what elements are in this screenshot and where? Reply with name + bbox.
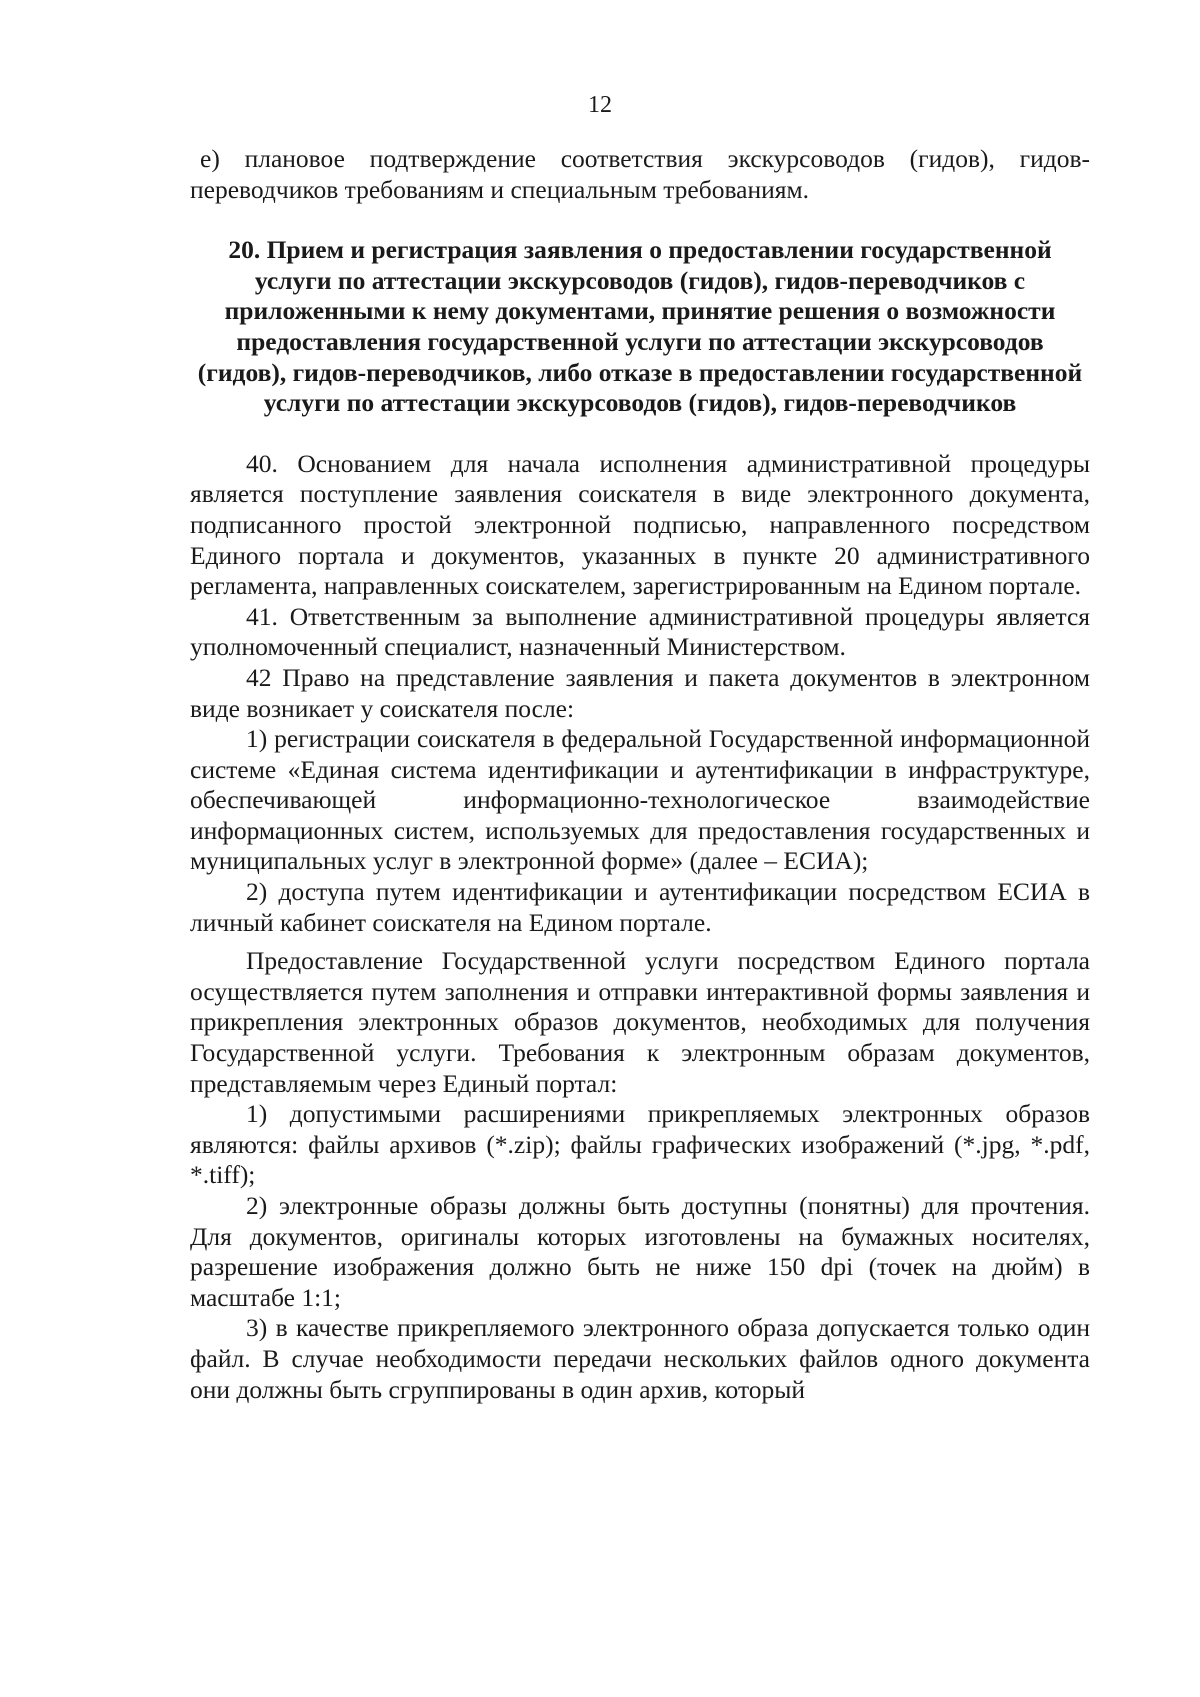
- section-heading: 20. Прием и регистрация заявления о предоставлении государственной услуги по аттестации экскурсоводов (гидов), гидов-переводчиков с приложенными к нему документами, принятие решения о возможности предоставления государственной услуги по аттестации экскурсоводов (гидов), гидов-переводчиков, либо отказе в предоставлении государственной услуги по аттестации экскурсоводов (гидов), гидов-переводчиков: [197, 235, 1083, 418]
- list-item-esia-registration: 1) регистрации соискателя в федеральной Государственной информационной системе «Единая система идентификации и аутентификации в инфраструктуре, обеспечивающей информационно-технологическое взаимодействие информационных систем, используемых для предоставления государственных и муниципальных услуг в электронной форме» (далее – ЕСИА);: [190, 724, 1090, 876]
- list-item-single-file: 3) в качестве прикрепляемого электронного образа допускается только один файл. В случае необходимости передачи нескольких файлов одного документа они должны быть сгруппированы в один архив, который: [190, 1313, 1090, 1404]
- paragraph-40: 40. Основанием для начала исполнения административной процедуры является поступление заявления соискателя в виде электронного документа, подписанного простой электронной подписью, направленного посредством Единого портала и документов, указанных в пункте 20 административного регламента, направленных соискателем, зарегистрированным на Едином портале.: [190, 448, 1090, 601]
- page-number: 12: [588, 92, 612, 118]
- paragraph-portal-requirements: Предоставление Государственной услуги посредством Единого портала осуществляется путем заполнения и отправки интерактивной формы заявления и прикрепления электронных образов документов, необходимых для получения Государственной услуги. Требования к электронным образам документов, представляемым через Единый портал:: [190, 946, 1090, 1098]
- list-item-file-extensions: 1) допустимыми расширениями прикрепляемых электронных образов являются: файлы архивов (*.zip); файлы графических изображений (*.jpg, *.pdf, *.tiff);: [190, 1099, 1090, 1190]
- document-body: [190, 144, 1090, 1405]
- intro-paragraph: е) плановое подтверждение соответствия экскурсоводов (гидов), гидов-переводчиков требованиям и специальным требованиям.: [190, 144, 1090, 204]
- paragraph-42: 42 Право на представление заявления и пакета документов в электронном виде возникает у соискателя после:: [190, 662, 1090, 723]
- list-item-esia-access: 2) доступа путем идентификации и аутентификации посредством ЕСИА в личный кабинет соискателя на Едином портале.: [190, 877, 1090, 937]
- paragraph-41: 41. Ответственным за выполнение административной процедуры является уполномоченный специалист, назначенный Министерством.: [190, 601, 1090, 662]
- list-item-image-readability: 2) электронные образы должны быть доступны (понятны) для прочтения. Для документов, оригиналы которых изготовлены на бумажных носителях, разрешение изображения должно быть не ниже 150 dpi (точек на дюйм) в масштабе 1:1;: [190, 1191, 1090, 1312]
